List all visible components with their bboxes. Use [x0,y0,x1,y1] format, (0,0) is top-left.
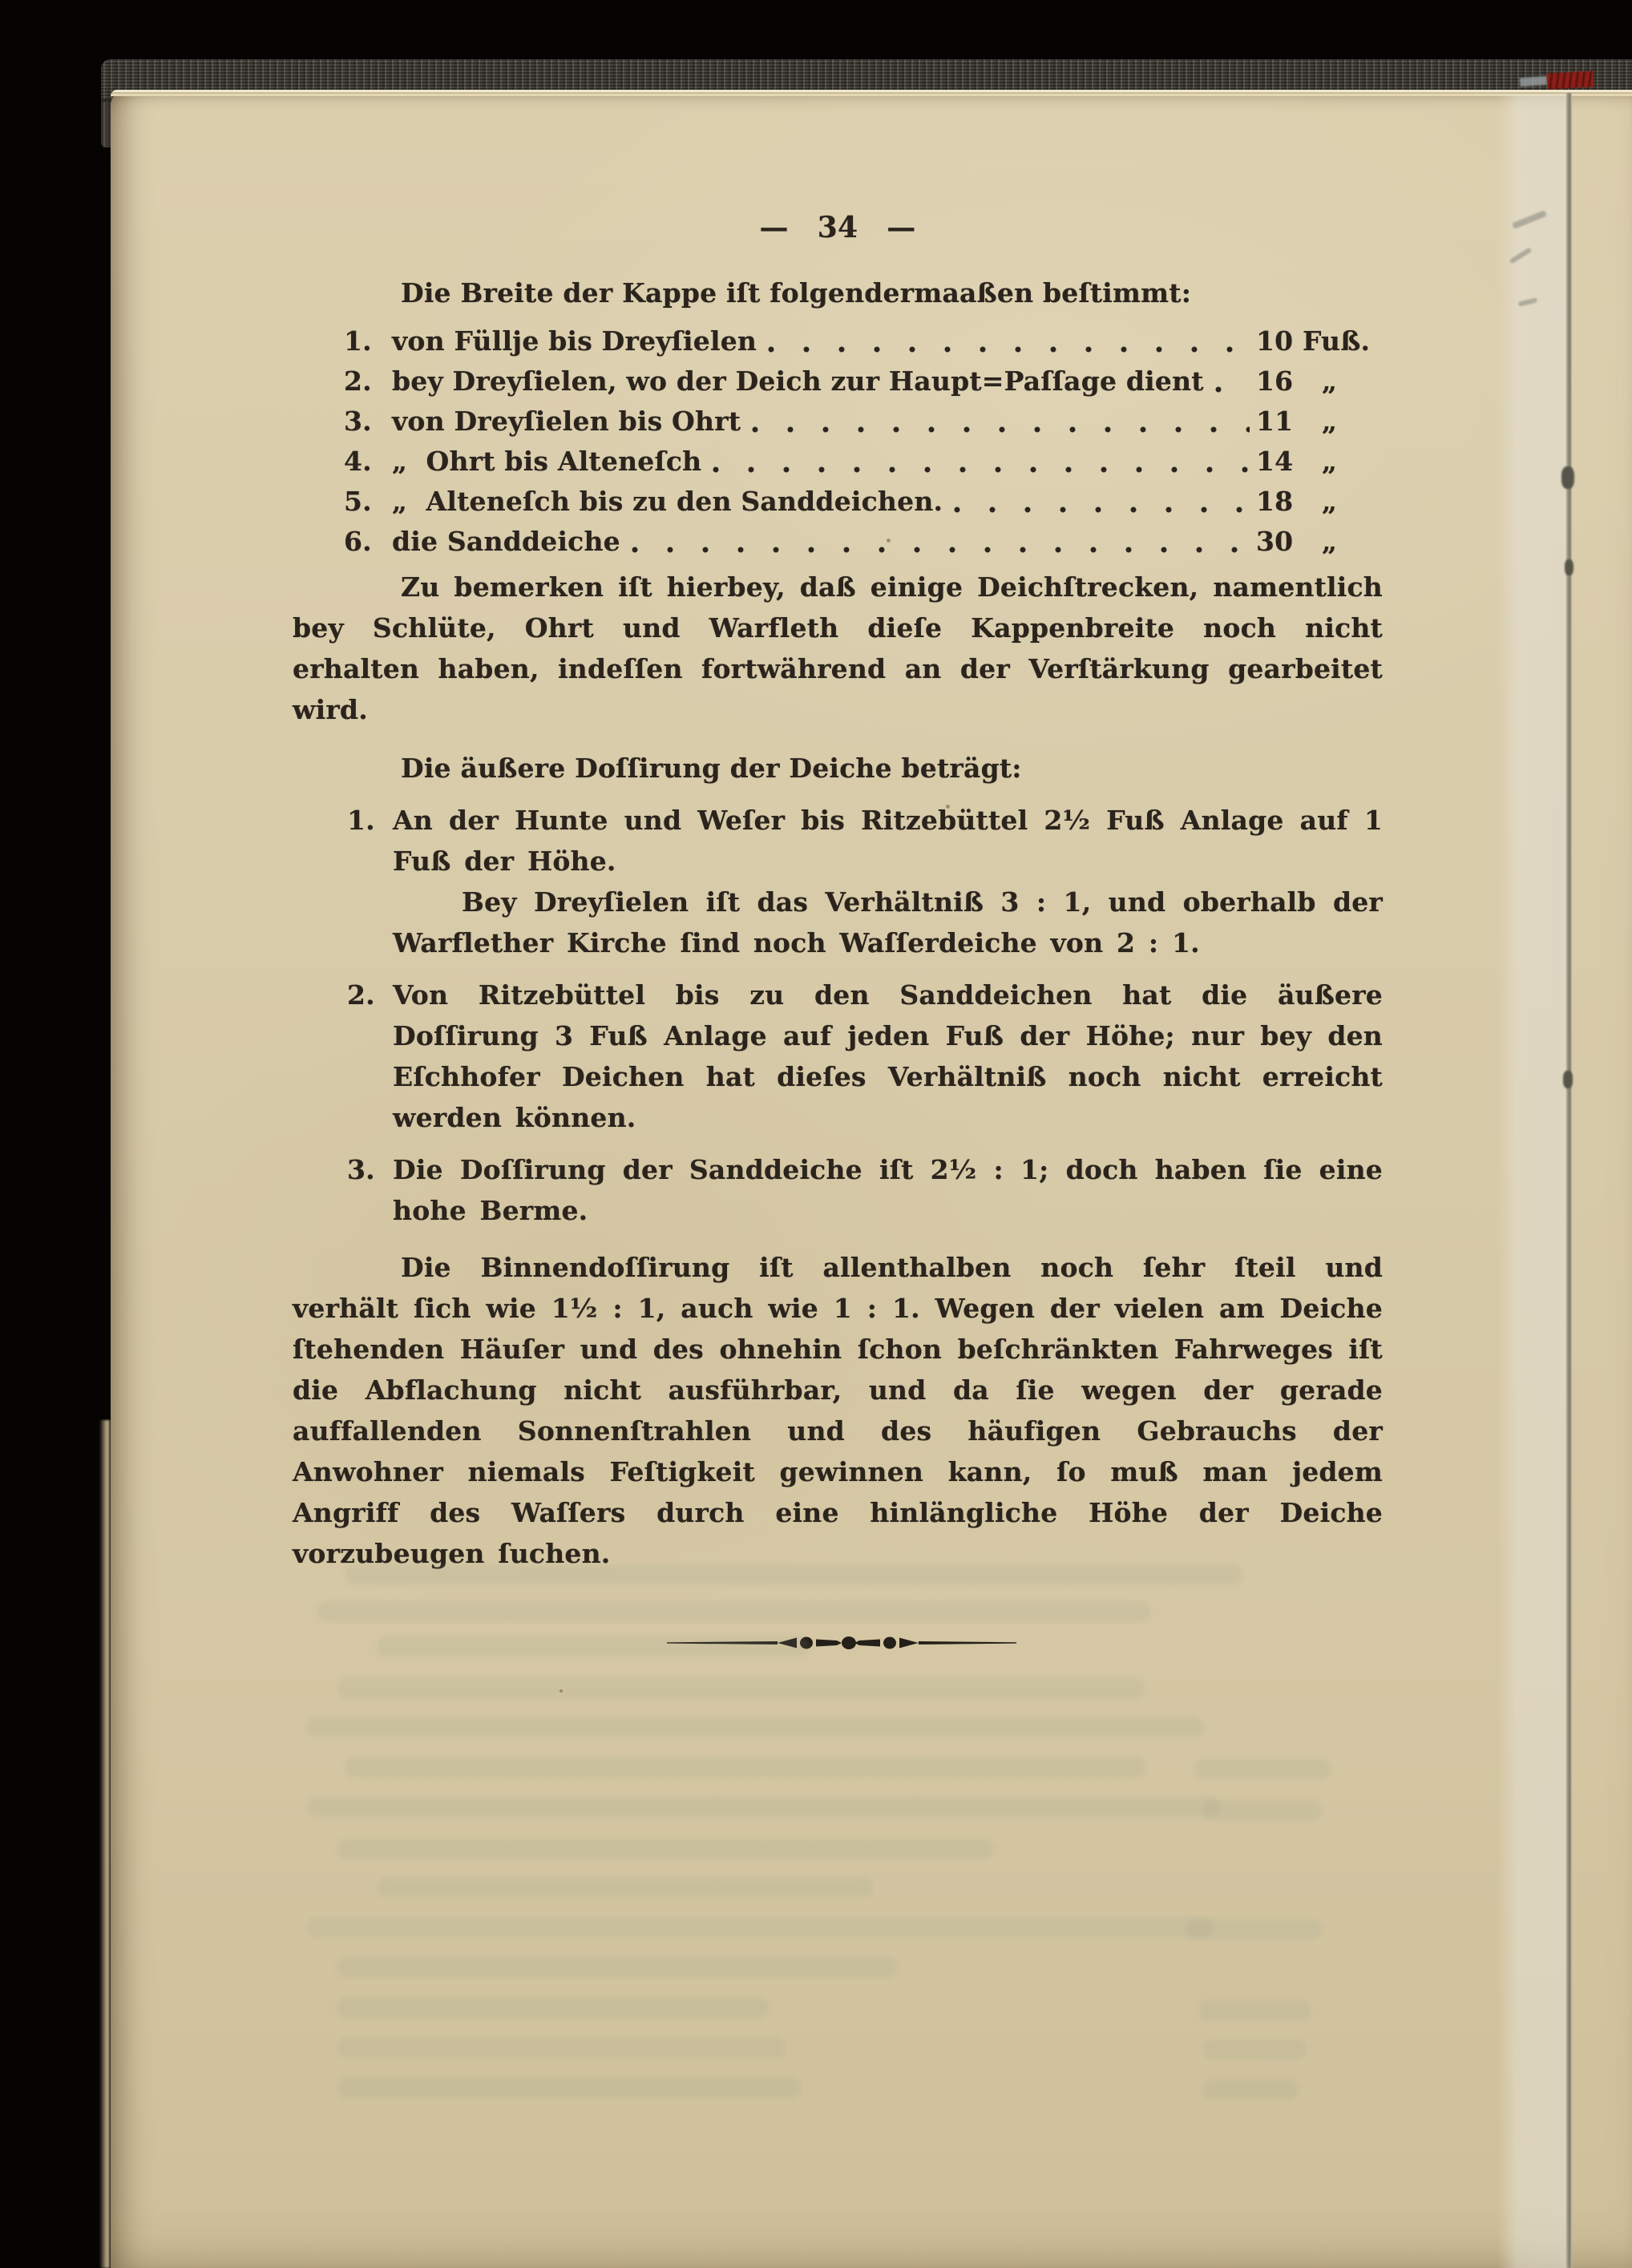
show-through-line [345,1564,1242,1585]
list-item [293,482,1383,522]
list-item-unit: „ [1322,446,1338,477]
show-through-line [1194,1758,1331,1779]
list-item-number: 1. [344,325,372,357]
page-gutter-crease [1566,93,1572,2268]
page-number-value: 34 [817,211,858,244]
list-item-unit: „ [1322,486,1338,517]
show-through-line [317,1601,1151,1622]
show-through-line [306,1917,1212,1938]
list-item-value: 11 [1256,406,1294,437]
list-item [293,522,1383,562]
show-through-line [337,1678,1146,1699]
page-number [293,210,1383,245]
show-through-line [345,1757,1146,1778]
page-nick [1563,1071,1573,1088]
headband-red-thread [1547,71,1594,89]
facing-page-edge [1497,95,1568,2268]
show-through-line [1202,1800,1323,1821]
show-through-line [306,1717,1204,1737]
page-number-dash: — [887,211,916,244]
show-through-line [1198,2000,1311,2021]
show-through-line [377,1877,874,1898]
show-through-line [337,1957,898,1978]
page-number-dash: — [759,211,789,244]
list-item [293,402,1383,442]
list-item-value: 14 [1256,446,1294,477]
binnendossirung-paragraph: Die Binnendoſſirung iſt allenthalben noch ſehr ſteil und verhält ſich wie 1½ : 1, auch wie 1 : 1. Wegen der vielen am Deiche ſtehenden Häuſer und des ohnehin ſchon beſchränkten Fahrweges iſt die Abflachung nicht ausführbar, und da ſie wegen der gerade auffallenden Sonnenſtrahlen und des häufigen Gebrauchs der Anwohner niemals Feſtigkeit gewinnen kann, ſo muß man jedem Angriff des Waſſers durch eine hinlängliche Höhe der Deiche vorzubeugen ſuchen. [293,1252,1383,1569]
list-item-label: von Füllje bis Dreyſielen [392,325,757,357]
show-through-line [1186,1919,1323,1939]
kappe-note-paragraph: Zu bemerken iſt hierbey, daß einige Deichſtrecken, namentlich bey Schlüte, Ohrt und Warfleth dieſe Kappenbreite noch nicht erhalten haben, indeſſen fortwährend an der Verſtärkung gearbeitet wird. [293,571,1383,725]
list-item-number: 5. [344,486,372,517]
page-content [293,90,1383,1574]
page-nick [1561,466,1574,489]
dossirung-item-text: Von Ritzebüttel bis zu den Sanddeichen hat die äußere Doſſirung 3 Fuß Anlage auf jeden Fuß der Höhe; nur bey den Eſchhofer Deichen hat dieſes Verhältniß noch nicht erreicht werden können. [393,979,1383,1133]
dossirung-item [293,975,1383,1138]
show-through-line [337,1838,994,1859]
list-item-number: 3. [347,1154,375,1185]
list-item-value: 10 [1256,325,1294,357]
dossirung-item-text: An der Hunte und Weſer bis Ritzebüttel 2½ Fuß Anlage auf 1 Fuß der Höhe. [393,805,1383,877]
show-through-line [377,1636,810,1657]
list-item-number: 1. [347,805,375,836]
list-item-label: „ Ohrt bis Alteneſch [392,446,702,477]
list-item [293,442,1383,482]
show-through-line [306,1797,1220,1818]
dot-leader [760,321,1253,361]
show-through-line [337,2037,786,2058]
show-through-line [337,2077,802,2098]
show-through-line [1202,2039,1307,2060]
dossirung-item [293,1149,1383,1231]
list-item-unit: „ [1322,406,1338,437]
list-item-value: 18 [1256,486,1294,517]
list-item-number: 2. [344,365,372,397]
list-item [293,361,1383,402]
headband-thread [1520,76,1548,87]
list-item-unit: „ [1322,526,1338,557]
list-item-label: bey Dreyſielen, wo der Deich zur Haupt=Paſſage dient [392,365,1204,397]
list-item-label: „ Alteneſch bis zu den Sanddeichen. [392,486,943,517]
list-item-number: 4. [344,446,372,477]
page-edge-highlight [99,1420,110,2268]
page-nick [1565,559,1573,575]
list-item-label: die Sanddeiche [392,526,620,557]
book-page [111,90,1632,2268]
list-item-number: 6. [344,526,372,557]
list-item-unit: „ [1322,365,1338,397]
list-item [293,321,1383,361]
dot-leader [1207,361,1253,402]
dossirung-item-text: Die Doſſirung der Sanddeiche iſt 2½ : 1; doch haben ſie eine hohe Berme. [393,1154,1383,1226]
dossirung-item [293,800,1383,963]
list-item-number: 3. [344,406,372,437]
show-through-line [1202,2079,1299,2100]
list-item-number: 2. [347,979,375,1011]
dot-leader [624,522,1253,562]
dossirung-item-subtext: Bey Dreyſielen iſt das Verhältniß 3 : 1, und oberhalb der Warflether Kirche ſind noch Waſſerdeiche von 2 : 1. [393,886,1383,958]
list-item-label: von Dreyſielen bis Ohrt [392,406,741,437]
list-item-value: 16 [1256,365,1294,397]
dot-leader [946,482,1253,522]
list-item-value: 30 [1256,526,1294,557]
dot-leader [705,442,1253,482]
kappe-width-list [293,321,1383,562]
kappe-intro: Die Breite der Kappe iſt folgendermaaßen beſtimmt: [401,277,1192,309]
show-through-line [337,1997,770,2018]
dot-leader [744,402,1253,442]
list-item-unit: Fuß. [1303,325,1371,357]
dossirung-intro: Die äußere Doſſirung der Deiche beträgt: [401,753,1022,784]
